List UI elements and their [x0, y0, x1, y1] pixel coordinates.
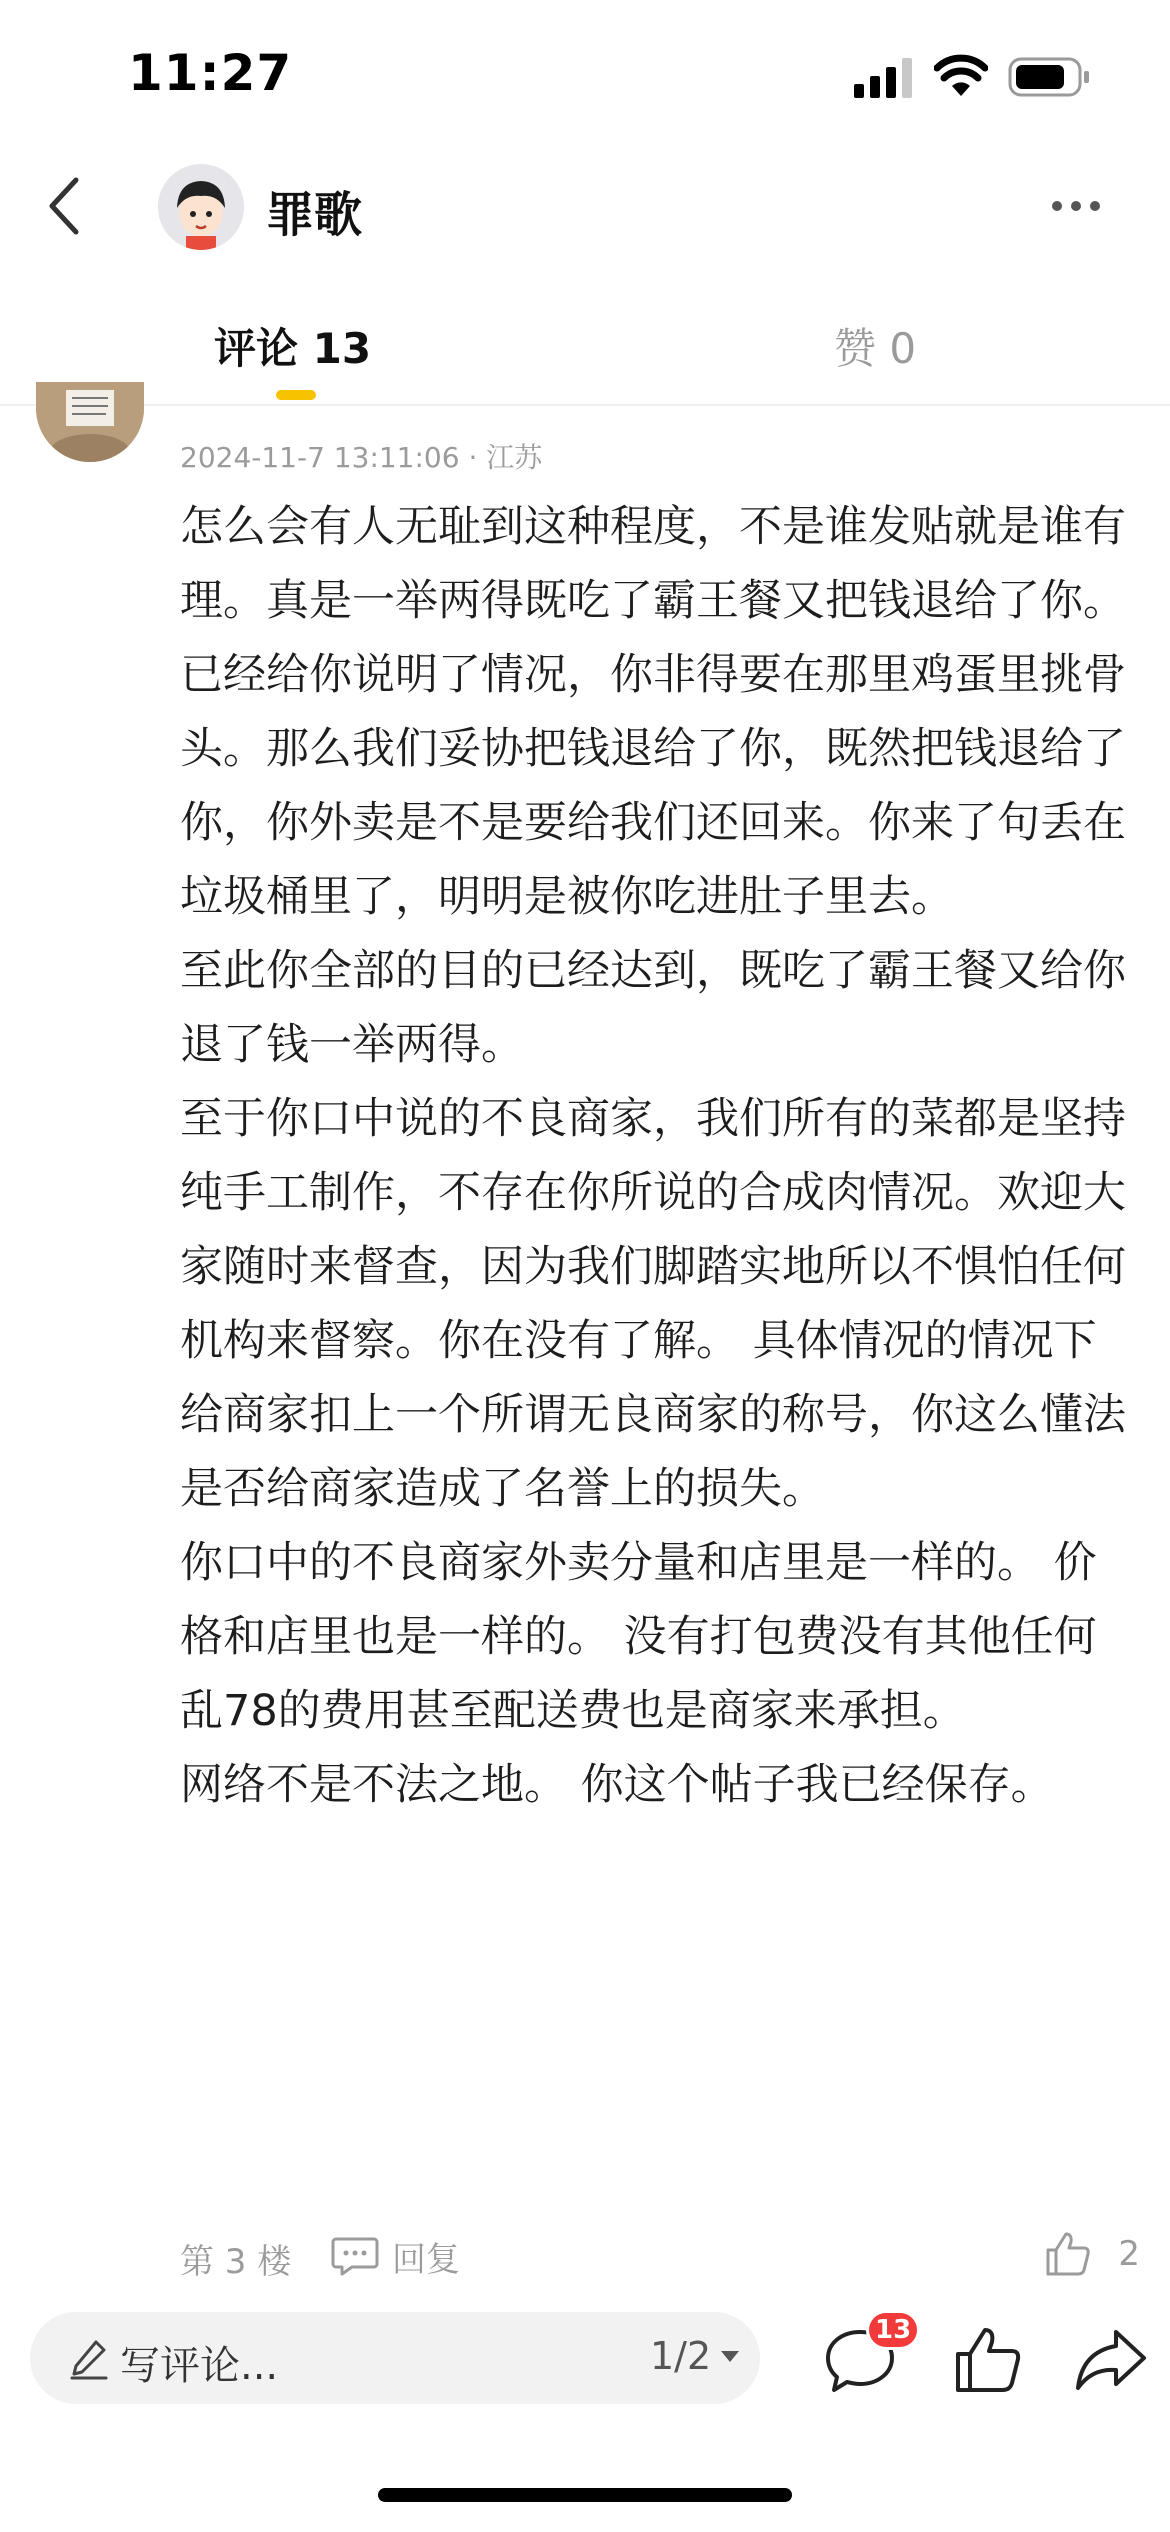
page-selector[interactable]: [650, 2334, 739, 2378]
user-name[interactable]: 罪歌: [266, 187, 363, 243]
tab-bar: [0, 300, 1170, 406]
floor-label: 第 3 楼: [180, 2242, 292, 2282]
avatar[interactable]: [158, 164, 244, 250]
comment-paragraph: 你口中的不良商家外卖分量和店里是一样的。 价格和店里也是一样的。 没有打包费没有其他任何乱78的费用甚至配送费也是商家来承担。: [180, 1538, 1097, 1736]
reply-button[interactable]: [330, 2230, 460, 2282]
home-indicator[interactable]: [378, 2488, 792, 2502]
status-time: 11:27: [128, 44, 293, 102]
comment-like-button[interactable]: [1044, 2226, 1140, 2282]
tab-comments[interactable]: 评论 13: [214, 324, 372, 373]
caret-down-icon: [721, 2351, 739, 2362]
commenter-avatar[interactable]: [36, 382, 144, 462]
share-button[interactable]: [1074, 2326, 1148, 2394]
active-tab-indicator: [276, 390, 316, 400]
comment-paragraph: 已经给你说明了情况，你非得要在那里鸡蛋里挑骨头。那么我们妥协把钱退给了你，既然把钱退给了你，你外卖是不是要给我们还回来。你来了句丢在垃圾桶里了，明明是被你吃进肚子里去。: [180, 650, 1126, 922]
comment-input[interactable]: [30, 2312, 760, 2404]
chevron-left-icon: [44, 176, 84, 236]
comment-meta: 2024-11-7 13:11:06 · 江苏: [180, 441, 543, 474]
reply-label: 回复: [392, 2239, 460, 2280]
comment-like-count: 2: [1118, 2234, 1140, 2274]
more-button[interactable]: [1046, 186, 1106, 226]
comment-paragraph: 怎么会有人无耻到这种程度，不是谁发贴就是谁有理。真是一举两得既吃了霸王餐又把钱退给了你。: [180, 502, 1126, 626]
page-indicator-text: 1/2: [650, 2334, 712, 2378]
back-button[interactable]: [28, 170, 100, 242]
avatar-image: [158, 164, 244, 250]
comment-placeholder: 写评论...: [120, 2343, 279, 2389]
tab-likes[interactable]: 赞 0: [834, 324, 917, 373]
comment-body: [180, 490, 1130, 1822]
like-button[interactable]: [952, 2324, 1024, 2396]
comment-paragraph: 网络不是不法之地。 你这个帖子我已经保存。: [180, 1760, 1054, 1810]
thumbs-up-icon: [1044, 2230, 1092, 2278]
comment-footer: [180, 2226, 1140, 2286]
cellular-signal-icon: [854, 58, 912, 98]
reply-icon: [330, 2235, 380, 2277]
comment-paragraph: 至于你口中说的不良商家，我们所有的菜都是坚持纯手工制作，不存在你所说的合成肉情况。欢迎大家随时来督查，因为我们脚踏实地所以不惧怕任何机构来督察。你在没有了解。 具体情况的情况下给商家扣上一个所谓无良商家的称号，你这么懂法是否给商家造成了名誉上的损失。: [180, 1094, 1126, 1514]
wifi-icon: [934, 54, 988, 98]
comment-paragraph: 至此你全部的目的已经达到，既吃了霸王餐又给你退了钱一举两得。: [180, 946, 1126, 1070]
commenter-avatar-image: [36, 382, 144, 462]
bottom-bar: [0, 2300, 1170, 2420]
header: [0, 150, 1170, 262]
more-horizontal-icon: [1051, 200, 1101, 212]
pen-icon: [66, 2336, 110, 2380]
battery-icon: [1008, 56, 1092, 98]
comment-count-badge: 13: [866, 2310, 920, 2350]
status-bar: [0, 0, 1170, 150]
